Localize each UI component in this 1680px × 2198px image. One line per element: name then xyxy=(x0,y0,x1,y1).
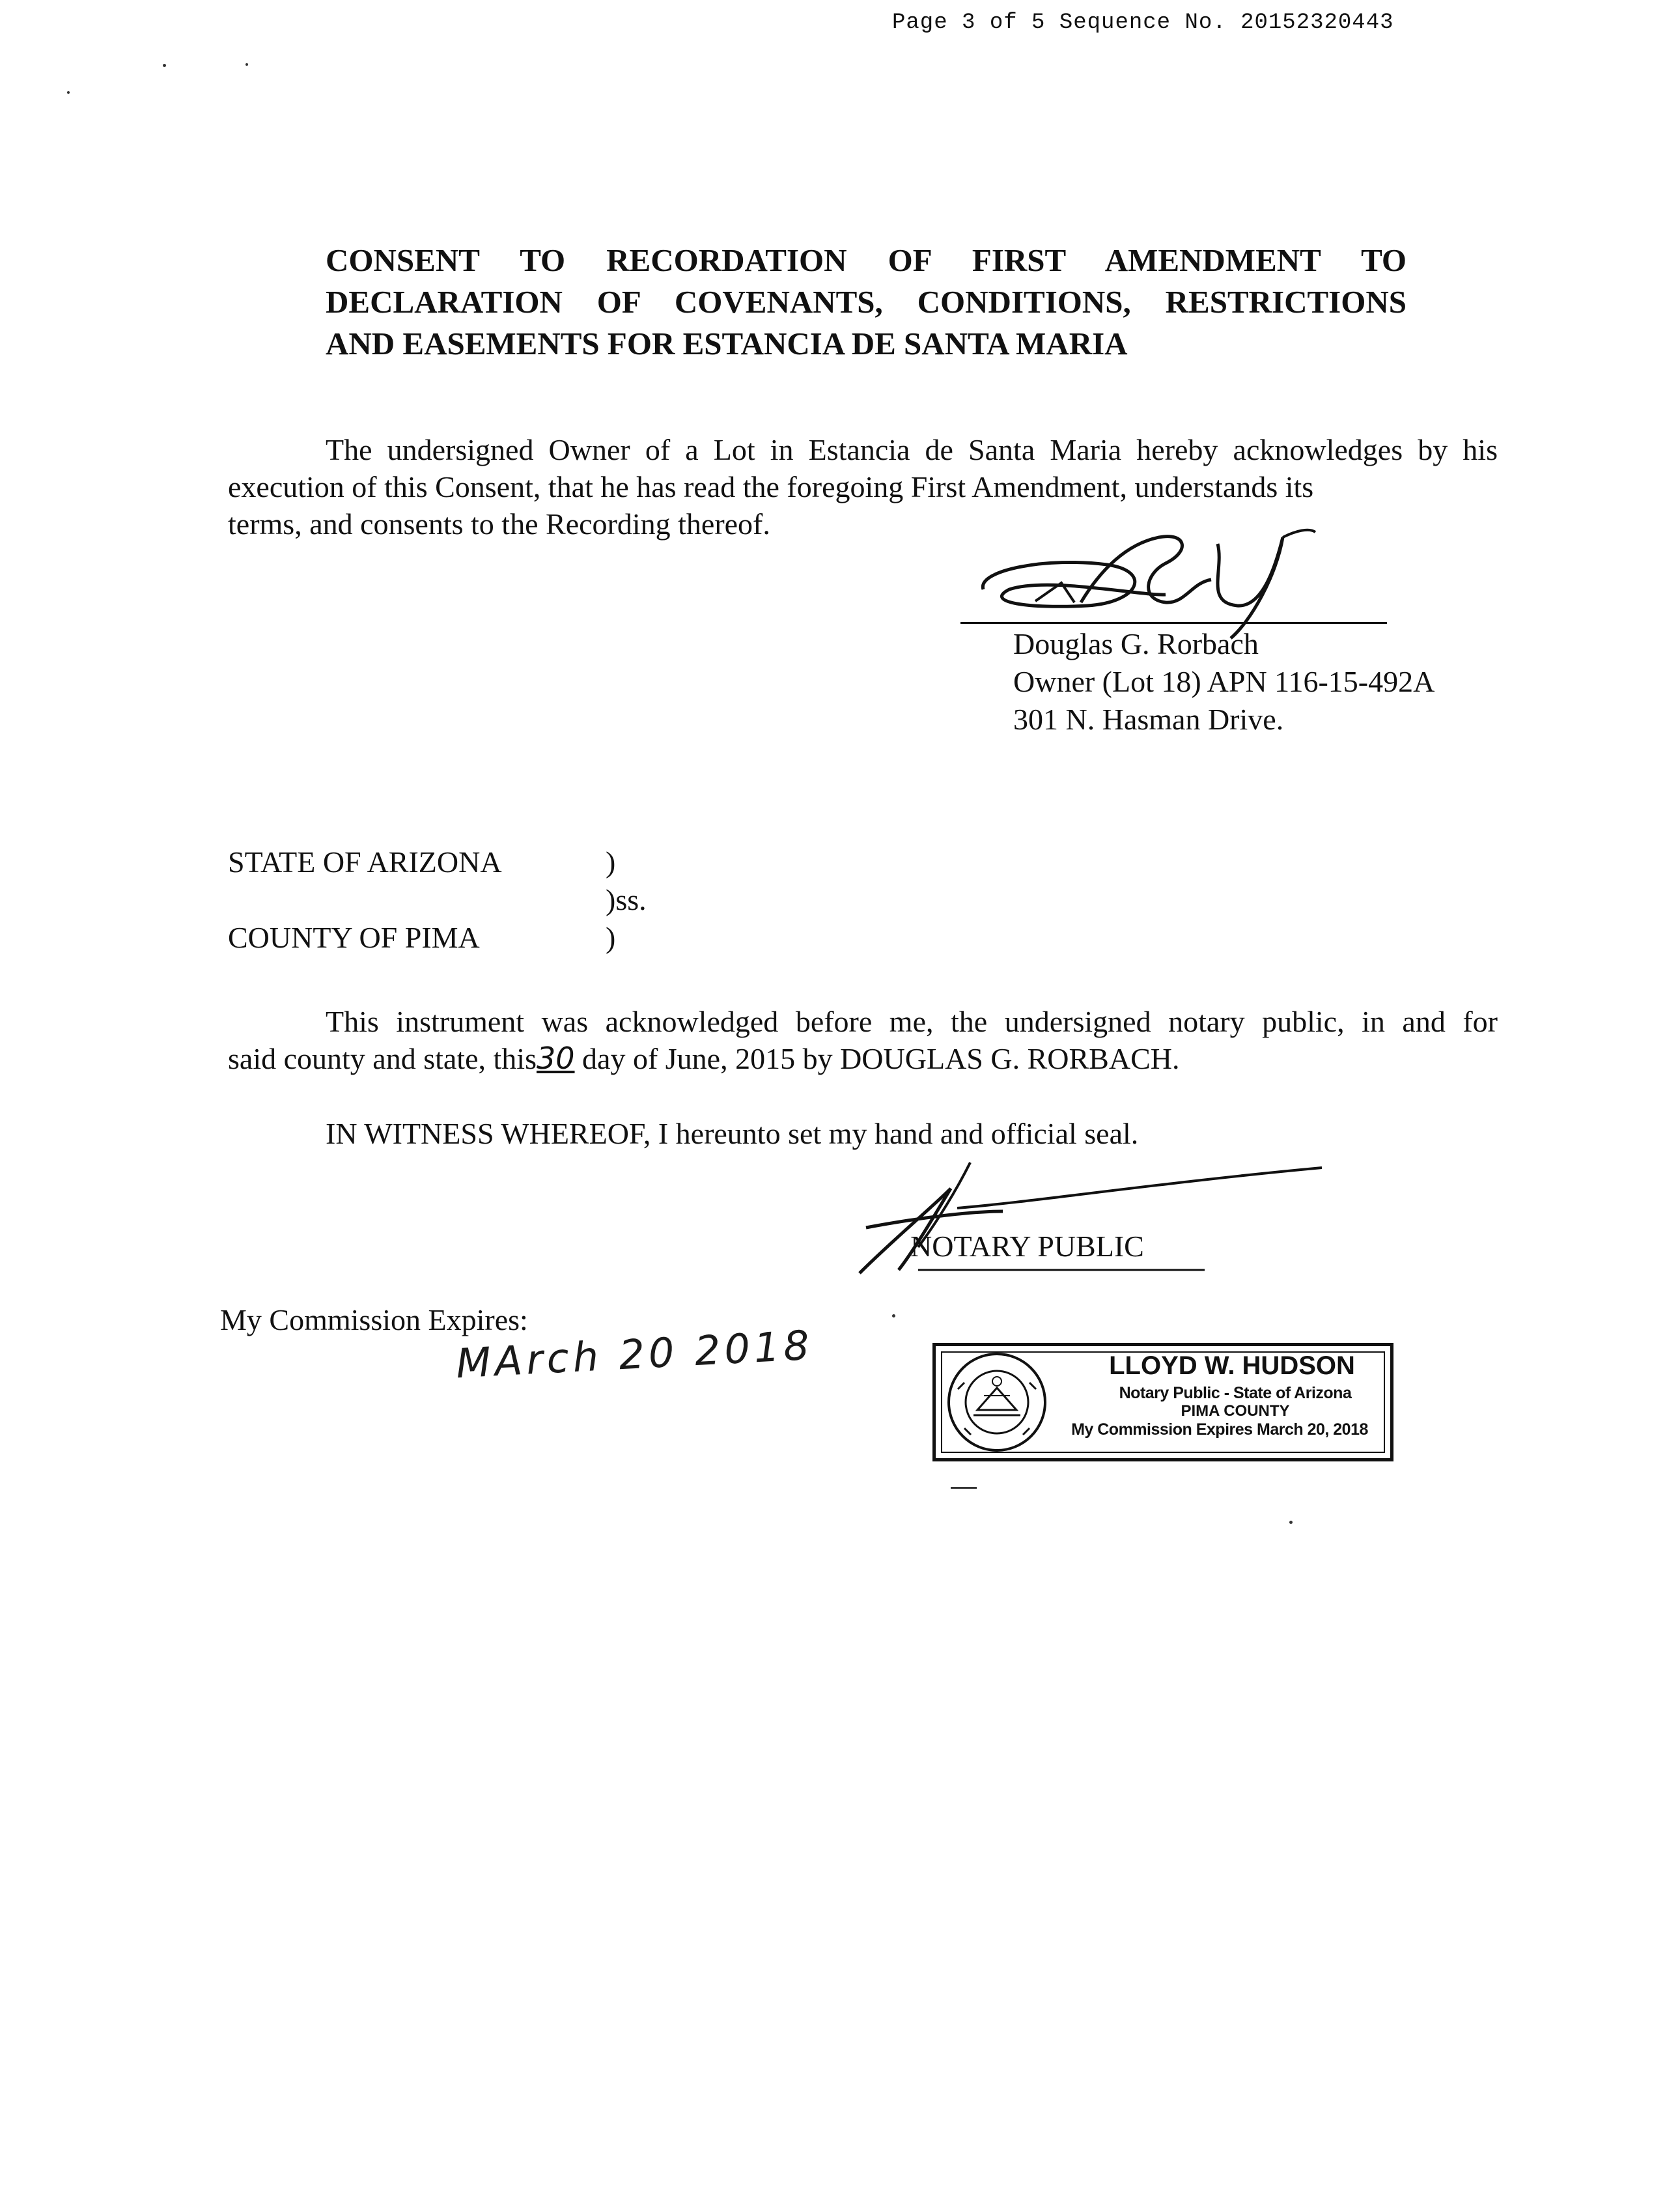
stamp-notary-name: LLOYD W. HUDSON xyxy=(1109,1351,1355,1380)
signer-name: Douglas G. Rorbach xyxy=(1013,627,1259,660)
scan-speck xyxy=(892,1314,895,1317)
signer-block xyxy=(1013,625,1435,739)
scan-speck xyxy=(245,63,248,66)
consent-text-end: terms, and consents to the Recording thereof. xyxy=(228,507,770,541)
venue-county: COUNTY OF PIMA xyxy=(228,921,480,954)
venue-state: STATE OF ARIZONA xyxy=(228,845,502,879)
signer-address: 301 N. Hasman Drive. xyxy=(1013,703,1284,736)
venue-paren-close: ) xyxy=(606,921,616,954)
stamp-county: PIMA COUNTY xyxy=(1181,1402,1290,1420)
venue-paren-open: ) xyxy=(606,845,616,879)
notary-public-label: NOTARY PUBLIC xyxy=(910,1230,1144,1263)
scan-speck xyxy=(67,91,70,94)
notary-stamp xyxy=(932,1343,1393,1461)
ack-line-1: This instrument was acknowledged before me, the undersigned notary public, in and for xyxy=(326,1005,1498,1038)
ack-day-handwritten: 30 xyxy=(536,1041,575,1076)
page-sequence-header: Page 3 of 5 Sequence No. 20152320443 xyxy=(892,10,1394,35)
title-line-1: CONSENT TO RECORDATION OF FIRST AMENDMENT TO xyxy=(326,242,1407,278)
scan-speck xyxy=(1289,1521,1293,1524)
witness-statement: IN WITNESS WHEREOF, I hereunto set my hand and official seal. xyxy=(326,1117,1139,1150)
title-line-2: DECLARATION OF COVENANTS, CONDITIONS, RESTRICTIONS xyxy=(326,284,1407,320)
title-line-3: AND EASEMENTS FOR ESTANCIA DE SANTA MARIA xyxy=(326,326,1128,361)
signer-detail: Owner (Lot 18) APN 116-15-492A xyxy=(1013,665,1435,698)
ack-line-2a: said county and state, this xyxy=(228,1042,537,1075)
scan-speck xyxy=(951,1487,977,1489)
consent-text: The undersigned Owner of a Lot in Estancia de Santa Maria hereby acknowledges by his execution of this Consent, that he has read the foregoing First Amendment, understands its xyxy=(228,433,1498,503)
document-title xyxy=(326,240,1407,365)
owner-signature-line xyxy=(960,622,1387,624)
venue-block xyxy=(228,843,647,957)
ack-line-2b: day of June, 2015 by DOUGLAS G. RORBACH. xyxy=(574,1042,1180,1075)
venue-ss: )ss. xyxy=(606,883,647,916)
state-seal-icon xyxy=(945,1350,1049,1454)
stamp-title: Notary Public - State of Arizona xyxy=(1119,1384,1352,1402)
commission-date-handwritten: MArch 20 2018 xyxy=(455,1321,815,1388)
acknowledgment-paragraph xyxy=(228,1003,1498,1077)
scan-speck xyxy=(163,64,166,67)
stamp-expiration: My Commission Expires March 20, 2018 xyxy=(1071,1420,1368,1439)
commission-expires-label: My Commission Expires: xyxy=(220,1303,528,1336)
